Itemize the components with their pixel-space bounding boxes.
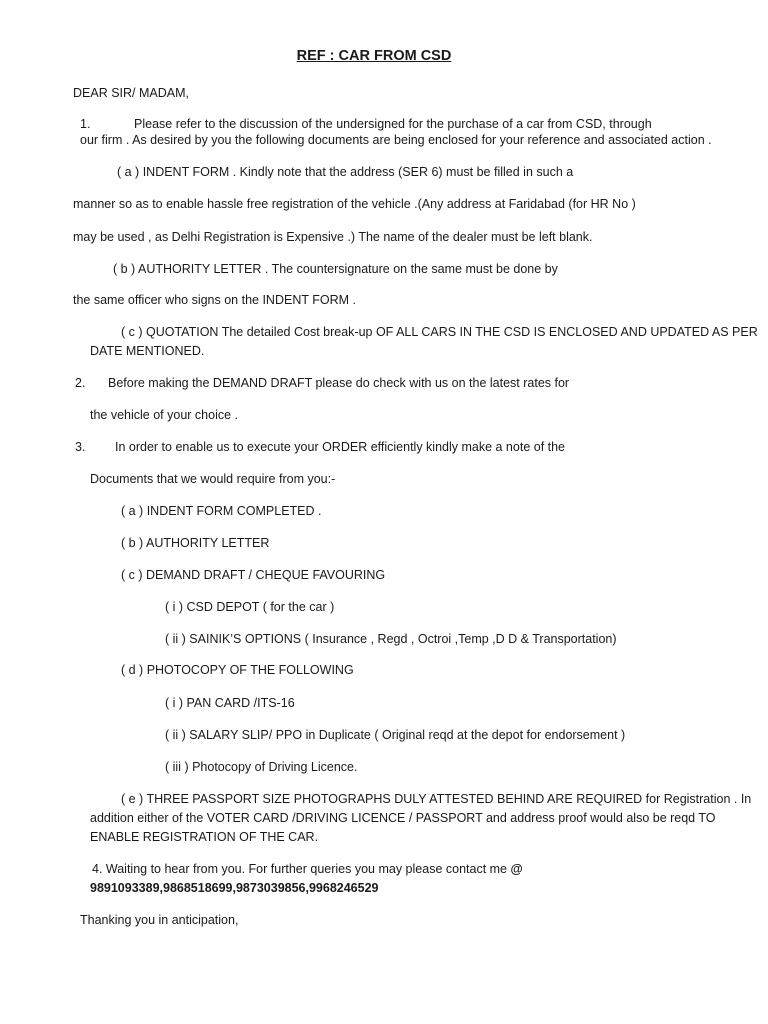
para-4-line-1 <box>92 860 523 879</box>
list-item-e-line-3: ENABLE REGISTRATION OF THE CAR. <box>90 830 319 844</box>
item-b-line-2: the same officer who signs on the INDENT FORM . <box>73 293 356 307</box>
para-1-line-2: our firm . As desired by you the following documents are being enclosed for your reference and associated action . <box>80 133 712 147</box>
item-a-line-1: ( a ) INDENT FORM . Kindly note that the address (SER 6) must be filled in such a <box>117 165 574 179</box>
list-item-e-line-1: ( e ) THREE PASSPORT SIZE PHOTOGRAPHS DULY ATTESTED BEHIND ARE REQUIRED for Registration . In <box>121 792 752 806</box>
para-4-text: 4. Waiting to hear from you. For further queries you may please contact me <box>92 862 511 876</box>
para-3-number: 3. <box>75 440 86 454</box>
list-item-e-line-2: addition either of the VOTER CARD /DRIVING LICENCE / PASSPORT and address proof would also be reqd TO <box>90 811 716 825</box>
contact-phone-numbers: 9891093389,9868518699,9873039856,9968246529 <box>90 881 379 895</box>
list-item-c: ( c ) DEMAND DRAFT / CHEQUE FAVOURING <box>121 568 386 582</box>
list-item-d-iii: ( iii ) Photocopy of Driving Licence. <box>165 760 358 774</box>
list-item-d: ( d ) PHOTOCOPY OF THE FOLLOWING <box>121 663 354 677</box>
at-sign: @ <box>510 862 523 876</box>
item-c-line-2: DATE MENTIONED. <box>90 344 205 358</box>
item-b-line-1: ( b ) AUTHORITY LETTER . The countersignature on the same must be done by <box>113 262 558 276</box>
para-3-line-1: In order to enable us to execute your ORDER efficiently kindly make a note of the <box>115 440 566 454</box>
list-item-c-ii: ( ii ) SAINIK’S OPTIONS ( Insurance , Regd , Octroi ,Temp ,D D & Transportation) <box>165 632 617 646</box>
para-2-line-1: Before making the DEMAND DRAFT please do check with us on the latest rates for <box>108 376 570 390</box>
item-a-line-2: manner so as to enable hassle free registration of the vehicle .(Any address at Faridabad (for HR No ) <box>73 197 636 211</box>
para-2-line-2: the vehicle of your choice . <box>90 408 238 422</box>
salutation: DEAR SIR/ MADAM, <box>73 86 189 100</box>
para-1-line-1: Please refer to the discussion of the undersigned for the purchase of a car from CSD, through <box>134 117 652 131</box>
list-item-b: ( b ) AUTHORITY LETTER <box>121 536 270 550</box>
list-item-d-i: ( i ) PAN CARD /ITS-16 <box>165 696 295 710</box>
para-3-line-2: Documents that we would require from you:- <box>90 472 336 486</box>
closing-line: Thanking you in anticipation, <box>80 913 239 927</box>
item-a-line-3: may be used , as Delhi Registration is Expensive .) The name of the dealer must be left blank. <box>73 230 593 244</box>
para-2-number: 2. <box>75 376 86 390</box>
item-c-line-1: ( c ) QUOTATION The detailed Cost break-up OF ALL CARS IN THE CSD IS ENCLOSED AND UPDATED AS PER <box>121 325 758 339</box>
para-1-number: 1. <box>80 117 91 131</box>
letter-title: REF : CAR FROM CSD <box>296 48 452 64</box>
list-item-d-ii: ( ii ) SALARY SLIP/ PPO in Duplicate ( Original reqd at the depot for endorsement ) <box>165 728 626 742</box>
list-item-c-i: ( i ) CSD DEPOT ( for the car ) <box>165 600 335 614</box>
list-item-a: ( a ) INDENT FORM COMPLETED . <box>121 504 322 518</box>
